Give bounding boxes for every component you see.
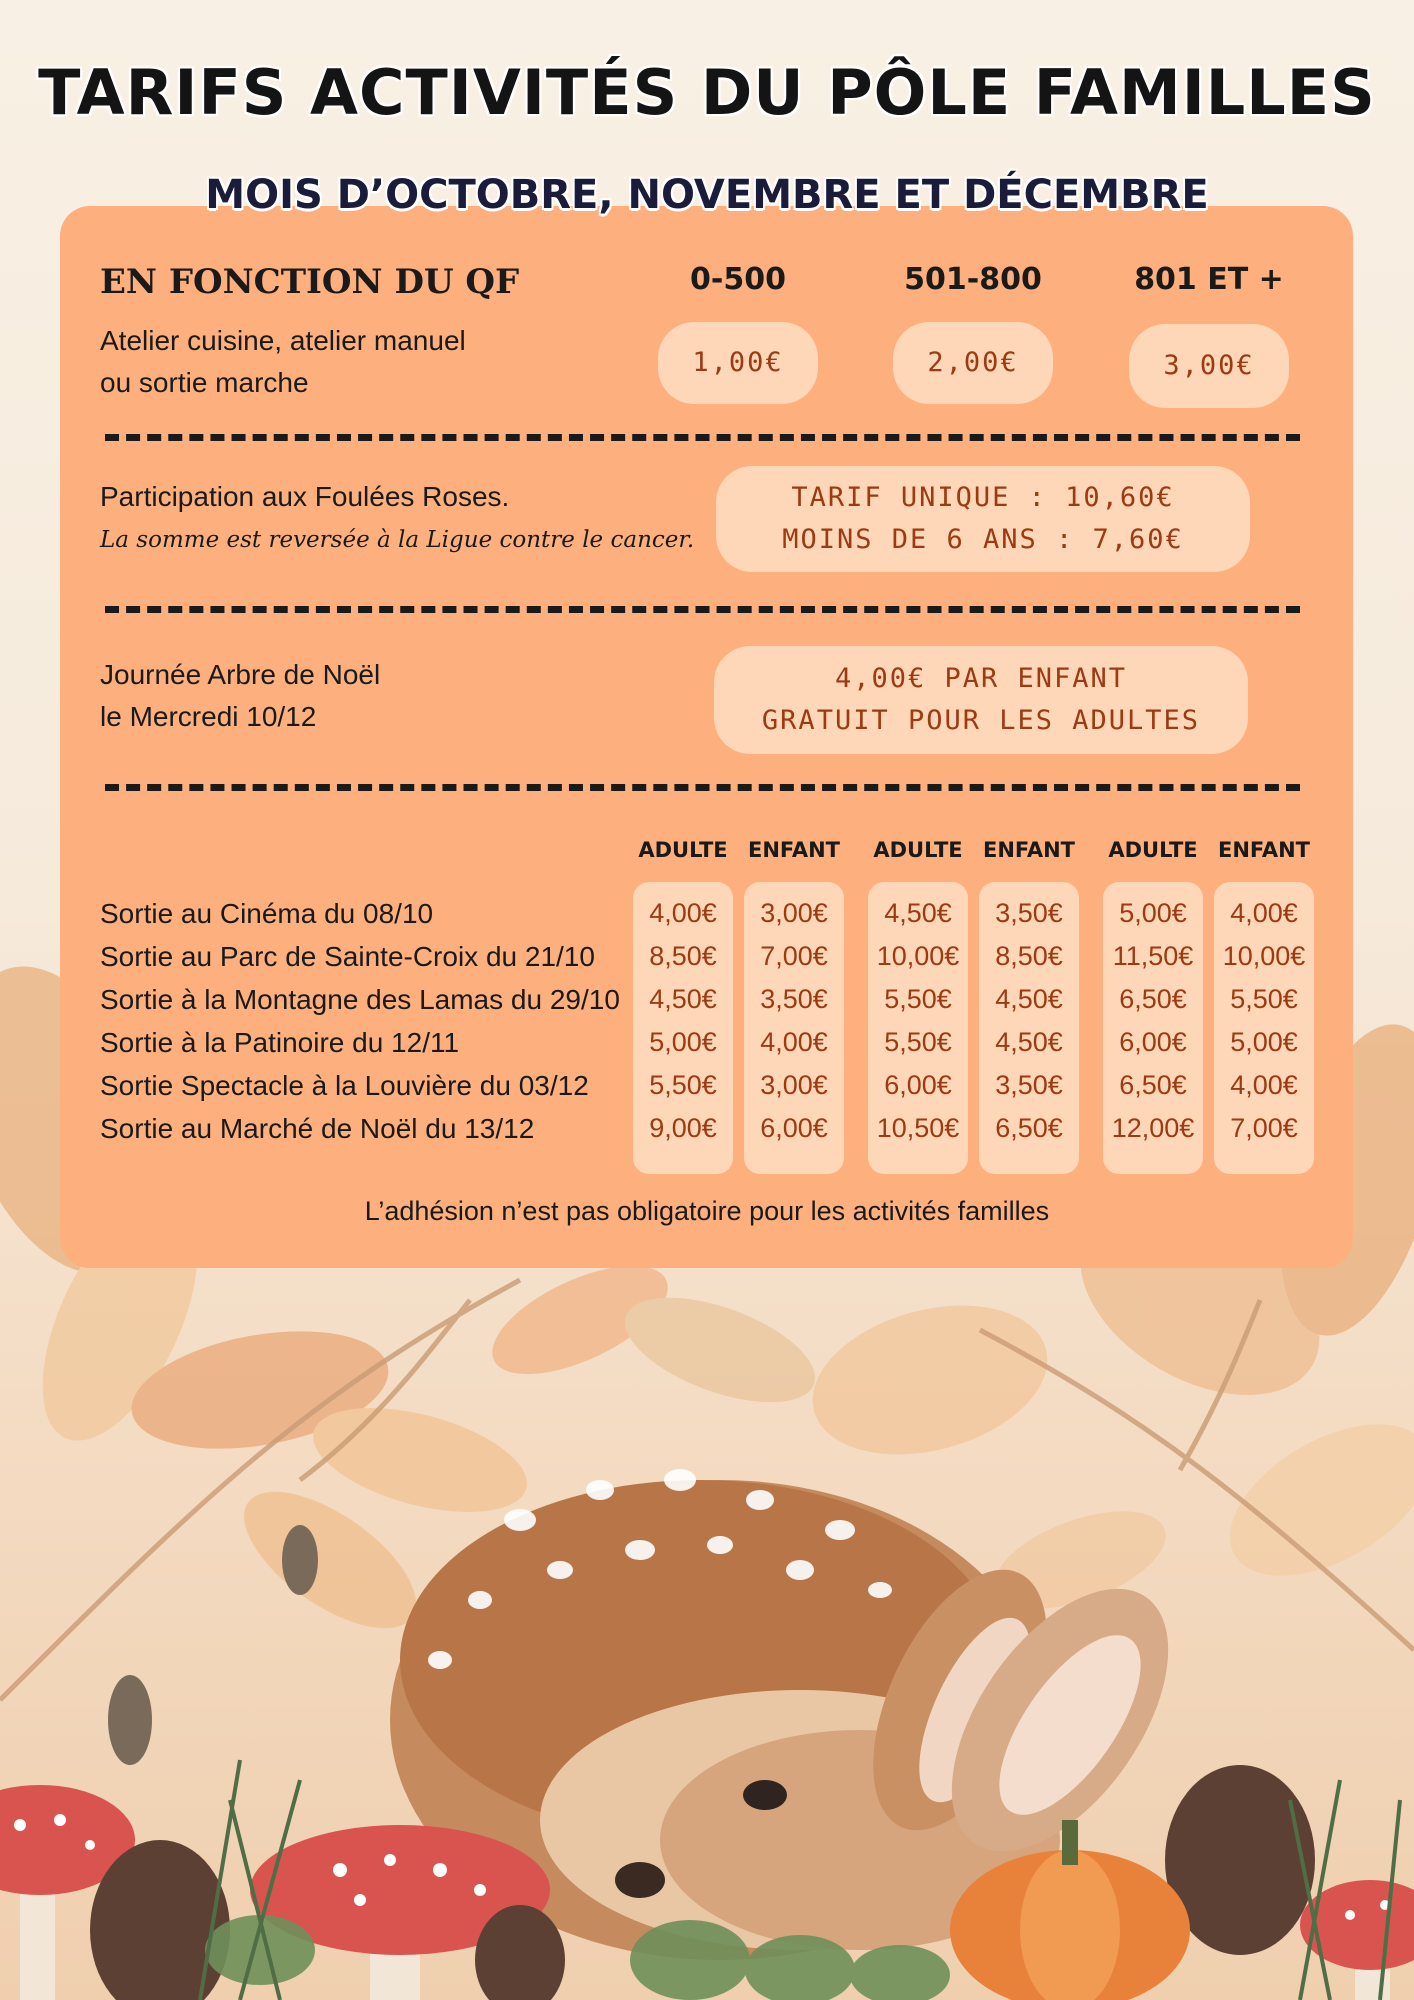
sortie-price-cell: 4,00€ <box>760 1027 828 1057</box>
sortie-label: Sortie au Cinéma du 08/10 <box>100 898 434 929</box>
price-qf-501-800 <box>893 322 1053 404</box>
sortie-price-cell: 3,50€ <box>995 898 1063 928</box>
sortie-price-cell: 3,50€ <box>995 1070 1063 1100</box>
sortie-price-cell: 3,50€ <box>760 984 828 1014</box>
sortie-price-cell: 7,00€ <box>1230 1113 1298 1143</box>
sortie-price-cell: 4,00€ <box>1230 898 1298 928</box>
section-divider <box>105 434 1300 441</box>
sortie-price-cell: 5,50€ <box>649 1070 717 1100</box>
sortie-price-cell: 5,00€ <box>1119 898 1187 928</box>
sortie-price-cell: 4,50€ <box>884 898 952 928</box>
sortie-price-cell: 11,50€ <box>1112 941 1194 971</box>
sortie-price-cell: 6,00€ <box>760 1113 828 1143</box>
col-head-adulte: ADULTE <box>1108 838 1198 862</box>
sortie-label: Sortie à la Montagne des Lamas du 29/10 <box>100 984 620 1015</box>
sortie-price-cell: 4,50€ <box>995 984 1063 1014</box>
sortie-price-cell: 6,50€ <box>995 1113 1063 1143</box>
noel-label-line1: Journée Arbre de Noël <box>100 659 381 690</box>
sortie-price-cell: 5,50€ <box>884 1027 952 1057</box>
atelier-label-line1: Atelier cuisine, atelier manuel <box>100 325 466 356</box>
sortie-price-cell: 4,00€ <box>1230 1070 1298 1100</box>
qf-header: EN FONCTION DU QF <box>100 262 520 302</box>
col-head-enfant: ENFANT <box>747 838 840 862</box>
sortie-price-cell: 10,00€ <box>876 941 960 971</box>
section-divider <box>105 784 1300 791</box>
col-head-enfant: ENFANT <box>1217 838 1310 862</box>
qf-column-501-800: 501-800 <box>904 262 1042 297</box>
price-qf-0-500-value: 1,00€ <box>692 347 784 378</box>
sortie-price-cell: 6,50€ <box>1119 984 1187 1014</box>
noel-price-adultes: GRATUIT POUR LES ADULTES <box>761 705 1201 736</box>
sortie-price-cell: 6,50€ <box>1119 1070 1187 1100</box>
sortie-price-cell: 4,50€ <box>995 1027 1063 1057</box>
sortie-price-cell: 5,00€ <box>1230 1027 1298 1057</box>
page-title: TARIFS ACTIVITÉS DU PÔLE FAMILLES <box>38 56 1376 129</box>
sortie-price-cell: 4,00€ <box>649 898 717 928</box>
sortie-price-cell: 5,50€ <box>884 984 952 1014</box>
price-qf-801-plus-value: 3,00€ <box>1163 350 1255 381</box>
footer-note: L’adhésion n’est pas obligatoire pour les activités familles <box>364 1196 1050 1226</box>
sortie-label: Sortie Spectacle à la Louvière du 03/12 <box>100 1070 589 1101</box>
col-head-enfant: ENFANT <box>982 838 1075 862</box>
qf-column-801-plus: 801 ET + <box>1134 262 1284 297</box>
foulees-moins-6-ans: MOINS DE 6 ANS : 7,60€ <box>782 524 1184 555</box>
section-divider <box>105 606 1300 613</box>
sortie-price-cell: 3,00€ <box>760 1070 828 1100</box>
col-head-adulte: ADULTE <box>873 838 963 862</box>
sortie-label: Sortie au Marché de Noël du 13/12 <box>100 1113 535 1144</box>
sortie-price-cell: 10,50€ <box>876 1113 960 1143</box>
sortie-price-cell: 10,00€ <box>1222 941 1306 971</box>
col-head-adulte: ADULTE <box>638 838 728 862</box>
sortie-price-cell: 4,50€ <box>649 984 717 1014</box>
sortie-price-cell: 9,00€ <box>649 1113 717 1143</box>
noel-label-line2: le Mercredi 10/12 <box>100 701 317 732</box>
sortie-price-cell: 12,00€ <box>1111 1113 1195 1143</box>
sortie-price-cell: 6,00€ <box>1119 1027 1187 1057</box>
sortie-price-cell: 6,00€ <box>884 1070 952 1100</box>
sortie-label: Sortie à la Patinoire du 12/11 <box>100 1027 460 1058</box>
page-subtitle: MOIS D’OCTOBRE, NOVEMBRE ET DÉCEMBRE <box>205 172 1209 218</box>
sortie-price-cell: 8,50€ <box>995 941 1063 971</box>
qf-column-0-500: 0-500 <box>690 262 786 297</box>
sortie-price-cell: 3,00€ <box>760 898 828 928</box>
noel-price-pill <box>714 646 1248 754</box>
noel-price-enfant: 4,00€ PAR ENFANT <box>834 663 1128 694</box>
price-qf-0-500 <box>658 322 818 404</box>
sortie-price-cell: 7,00€ <box>760 941 828 971</box>
foulees-tarif-unique: TARIF UNIQUE : 10,60€ <box>791 482 1175 513</box>
foulees-note: La somme est reversée à la Ligue contre le cancer. <box>100 527 695 553</box>
noel-label <box>100 654 380 738</box>
foulees-price-pill <box>716 466 1250 572</box>
price-qf-501-800-value: 2,00€ <box>927 347 1019 378</box>
price-qf-801-plus <box>1129 324 1289 408</box>
sortie-price-cell: 5,00€ <box>649 1027 717 1057</box>
atelier-label <box>100 320 466 404</box>
sortie-price-cell: 8,50€ <box>649 941 717 971</box>
sortie-label: Sortie au Parc de Sainte-Croix du 21/10 <box>100 941 595 972</box>
atelier-label-line2: ou sortie marche <box>100 367 309 398</box>
foulees-label: Participation aux Foulées Roses. <box>100 481 510 512</box>
sortie-price-cell: 5,50€ <box>1230 984 1298 1014</box>
